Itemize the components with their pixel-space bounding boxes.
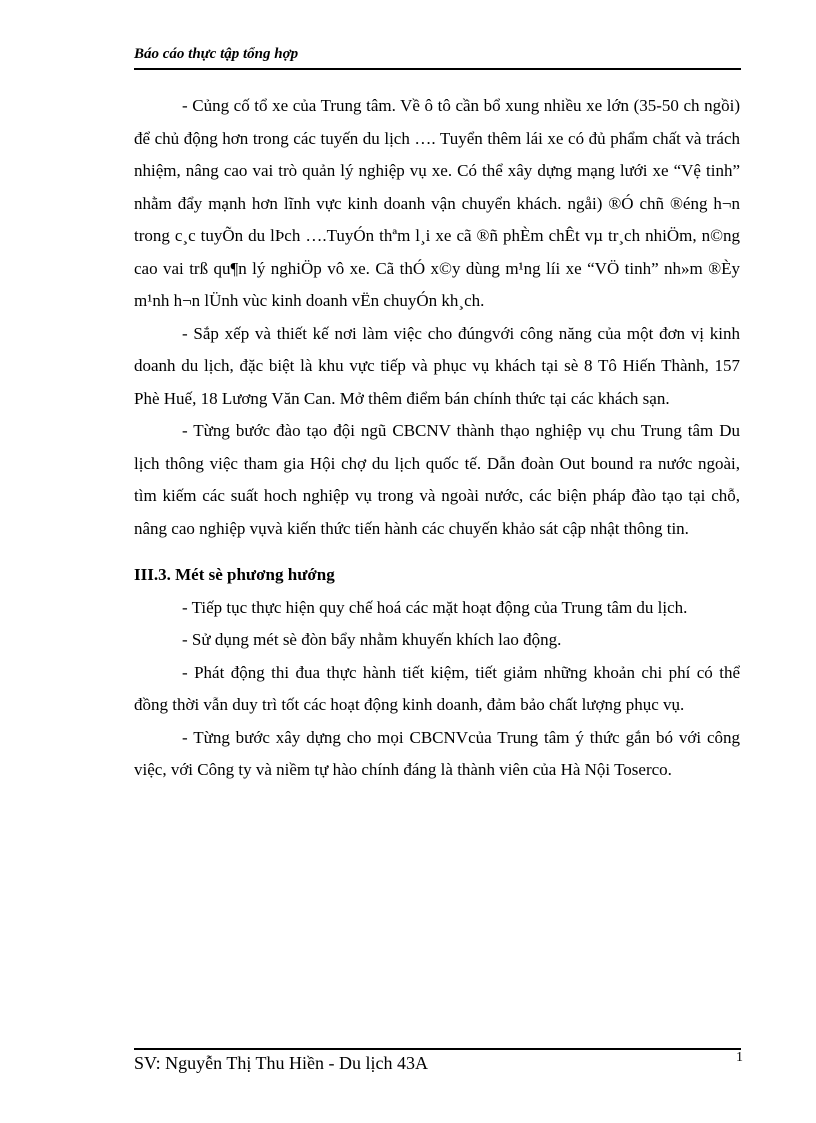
section-heading: III.3. Mét sè phương hướng [134, 565, 335, 584]
paragraph-direction-3: - Phát động thi đua thực hành tiết kiệm, tiết giảm những khoản chi phí có thể đồng thời vẫn duy trì tốt các hoạt động kinh doanh, đảm bảo chất lượng phục vụ. [134, 662, 740, 714]
paragraph-direction-1: - Tiếp tục thực hiện quy chế hoá các mặt hoạt động của Trung tâm du lịch. [182, 597, 688, 617]
footer-author: SV: Nguyễn Thị Thu Hiền - Du lịch 43A [134, 1053, 428, 1073]
footer-rule [134, 1048, 741, 1050]
header-rule [134, 68, 741, 70]
page-number: 1 [736, 1050, 743, 1065]
paragraph-training: - Từng bước đào tạo đội ngũ CBCNV thành thạo nghiệp vụ chu Trung tâm Du lịch thông việc tham gia Hội chợ du lịch quốc tế. Dẫn đoàn Out bound ra nước ngoài, tìm kiếm các suất hoch nghiệp vụ trong và ngoài nước, các biện pháp đào tạo tại chỗ, nâng cao nghiệp vụvà kiến thức tiến hành các chuyến khảo sát cập nhật thông tin. [134, 421, 740, 538]
paragraph-direction-4: - Từng bước xây dựng cho mọi CBCNVcủa Trung tâm ý thức gắn bó với công việc, với Công ty và niềm tự hào chính đáng là thành viên của Hà Nội Toserco. [134, 727, 740, 779]
paragraph-workplace: - Sắp xếp và thiết kế nơi làm việc cho đúngvới công năng của một đơn vị kinh doanh du lịch, đặc biệt là khu vực tiếp và phục vụ khách tại sè 8 Tô Hiến Thành, 157 Phè Huế, 18 Lương Văn Can. Mở thêm điểm bán chính thức tại các khách sạn. [134, 323, 740, 408]
header-title: Báo cáo thực tập tổng hợp [134, 46, 299, 62]
document-body [134, 90, 740, 787]
paragraph-direction-2: - Sử dụng mét sè đòn bẩy nhằm khuyến khích lao động. [182, 630, 562, 649]
paragraph-vehicle-fleet: - Củng cố tổ xe của Trung tâm. Về ô tô cần bổ xung nhiều xe lớn (35-50 ch ngồi) để chủ động hơn trong các tuyến du lịch …. Tuyển thêm lái xe có đủ phẩm chất và trách nhiệm, nâng cao vai trò quản lý nghiệp vụ xe. Có thể xây dựng mạng lưới xe “Vệ tinh” nhằm đẩy mạnh hơn lĩnh vực kinh doanh vận chuyển khách. ngåi) ®Ó chñ ®éng h¬n trong c¸c tuyÕn du lÞch ….TuyÓn thªm l¸i xe cã ®ñ phÈm chÊt vµ tr¸ch nhiÖm, n©ng cao vai trß qu¶n lý nghiÖp vô xe. Cã thÓ x©y dùng m¹ng líi xe “VÖ tinh” nh»m ®Èy m¹nh h¬n lÜnh vùc kinh doanh vËn chuyÓn kh¸ch. [134, 96, 740, 310]
